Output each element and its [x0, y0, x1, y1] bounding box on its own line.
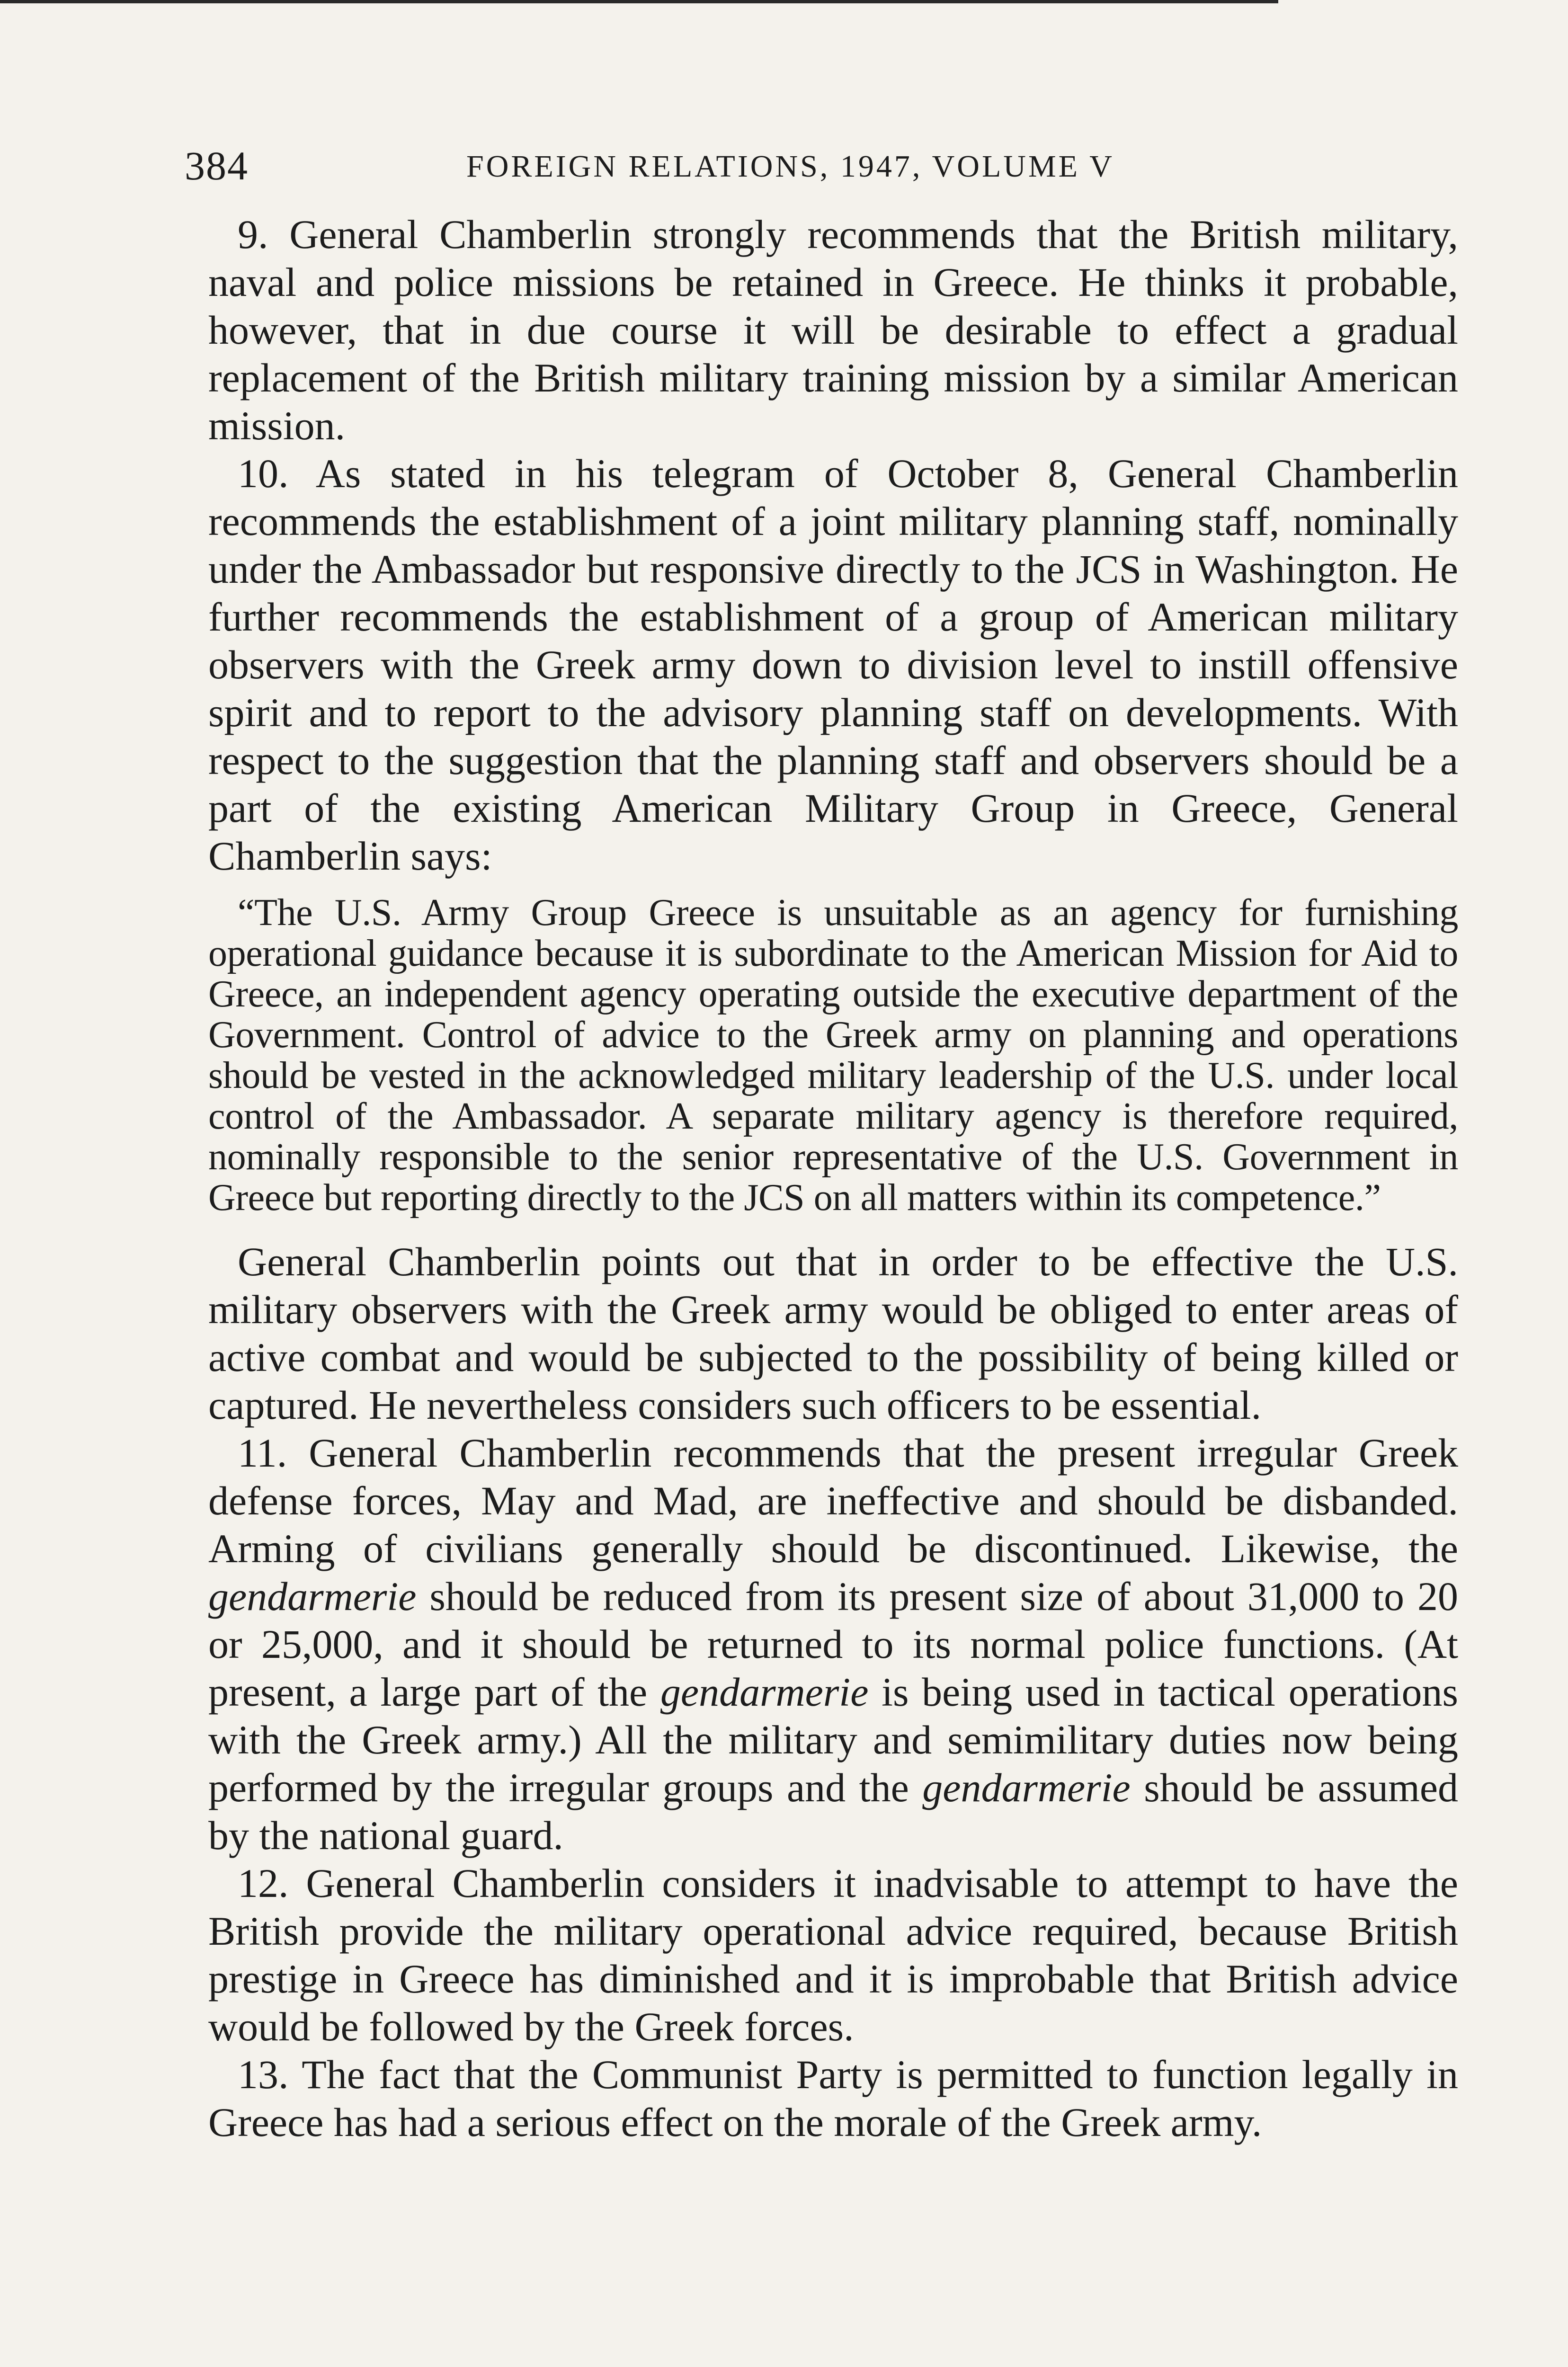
- block-quote: “The U.S. Army Group Greece is unsuitable as an agency for furnishing operational guidance because it is subordinate to the American Mission for Aid to Greece, an independent agency operating outside the executive department of the Government. Control of advice to the Greek army on planning and operations should be vested in the acknowledged military leadership of the U.S. under local control of the Ambassador. A separate military agency is therefore required, nominally responsible to the senior representative of the U.S. Government in Greece but reporting directly to the JCS on all matters within its competence.”: [208, 892, 1458, 1219]
- page-header: [185, 137, 1463, 189]
- paragraph-11: [208, 1429, 1458, 1860]
- paragraph-10-continued: General Chamberlin points out that in order to be effective the U.S. military observers with the Greek army would be obliged to enter areas of active combat and would be subjected to the possibility of being killed or captured. He nevertheless considers such officers to be essential.: [208, 1239, 1458, 1428]
- paragraph-13: 13. The fact that the Communist Party is permitted to function legally in Greece has had a serious effect on the morale of the Greek army.: [208, 2052, 1458, 2145]
- paragraph-9: 9. General Chamberlin strongly recommends that the British military, naval and police missions be retained in Greece. He thinks it probable, however, that in due course it will be desirable to effect a gradual replacement of the British military training mission by a similar American mission.: [208, 212, 1458, 448]
- italic-term-1: gendarmerie: [208, 1574, 417, 1619]
- paragraph-11-text-3: is being used in tactical operations with the Greek army.) All the military and semimilitary duties now being performed by the irregular groups and the: [208, 1669, 1458, 1810]
- paragraph-11-text-4: should be assumed by the national guard.: [208, 1765, 1459, 1858]
- italic-term-3: gendarmerie: [922, 1765, 1131, 1810]
- paragraph-12: 12. General Chamberlin considers it inadvisable to attempt to have the British provide the military operational advice required, because British prestige in Greece has diminished and it is improbable that British advice would be followed by the Greek forces.: [208, 1860, 1458, 2049]
- paragraph-10: 10. As stated in his telegram of October 8, General Chamberlin recommends the establishment of a joint military planning staff, nominally under the Ambassador but responsive directly to the JCS in Washington. He further recommends the establishment of a group of American military observers with the Greek army down to division level to instill offensive spirit and to report to the advisory planning staff on developments. With respect to the suggestion that the planning staff and observers should be a part of the existing American Military Group in Greece, General Chamberlin says:: [208, 451, 1458, 879]
- top-border-line: [0, 0, 1278, 3]
- paragraph-11-text-2: should be reduced from its present size of about 31,000 to 20 or 25,000, and it should be returned to its normal police functions. (At present, a large part of the: [208, 1574, 1458, 1715]
- italic-term-2: gendarmerie: [660, 1669, 869, 1715]
- running-title: FOREIGN RELATIONS, 1947, VOLUME V: [466, 149, 1114, 184]
- body-text: [208, 211, 1458, 2146]
- paragraph-11-text-1: 11. General Chamberlin recommends that the present irregular Greek defense forces, May and Mad, are ineffective and should be disbanded. Arming of civilians generally should be discontinued. Likewise, the: [208, 1430, 1458, 1571]
- page-number: 384: [185, 143, 249, 188]
